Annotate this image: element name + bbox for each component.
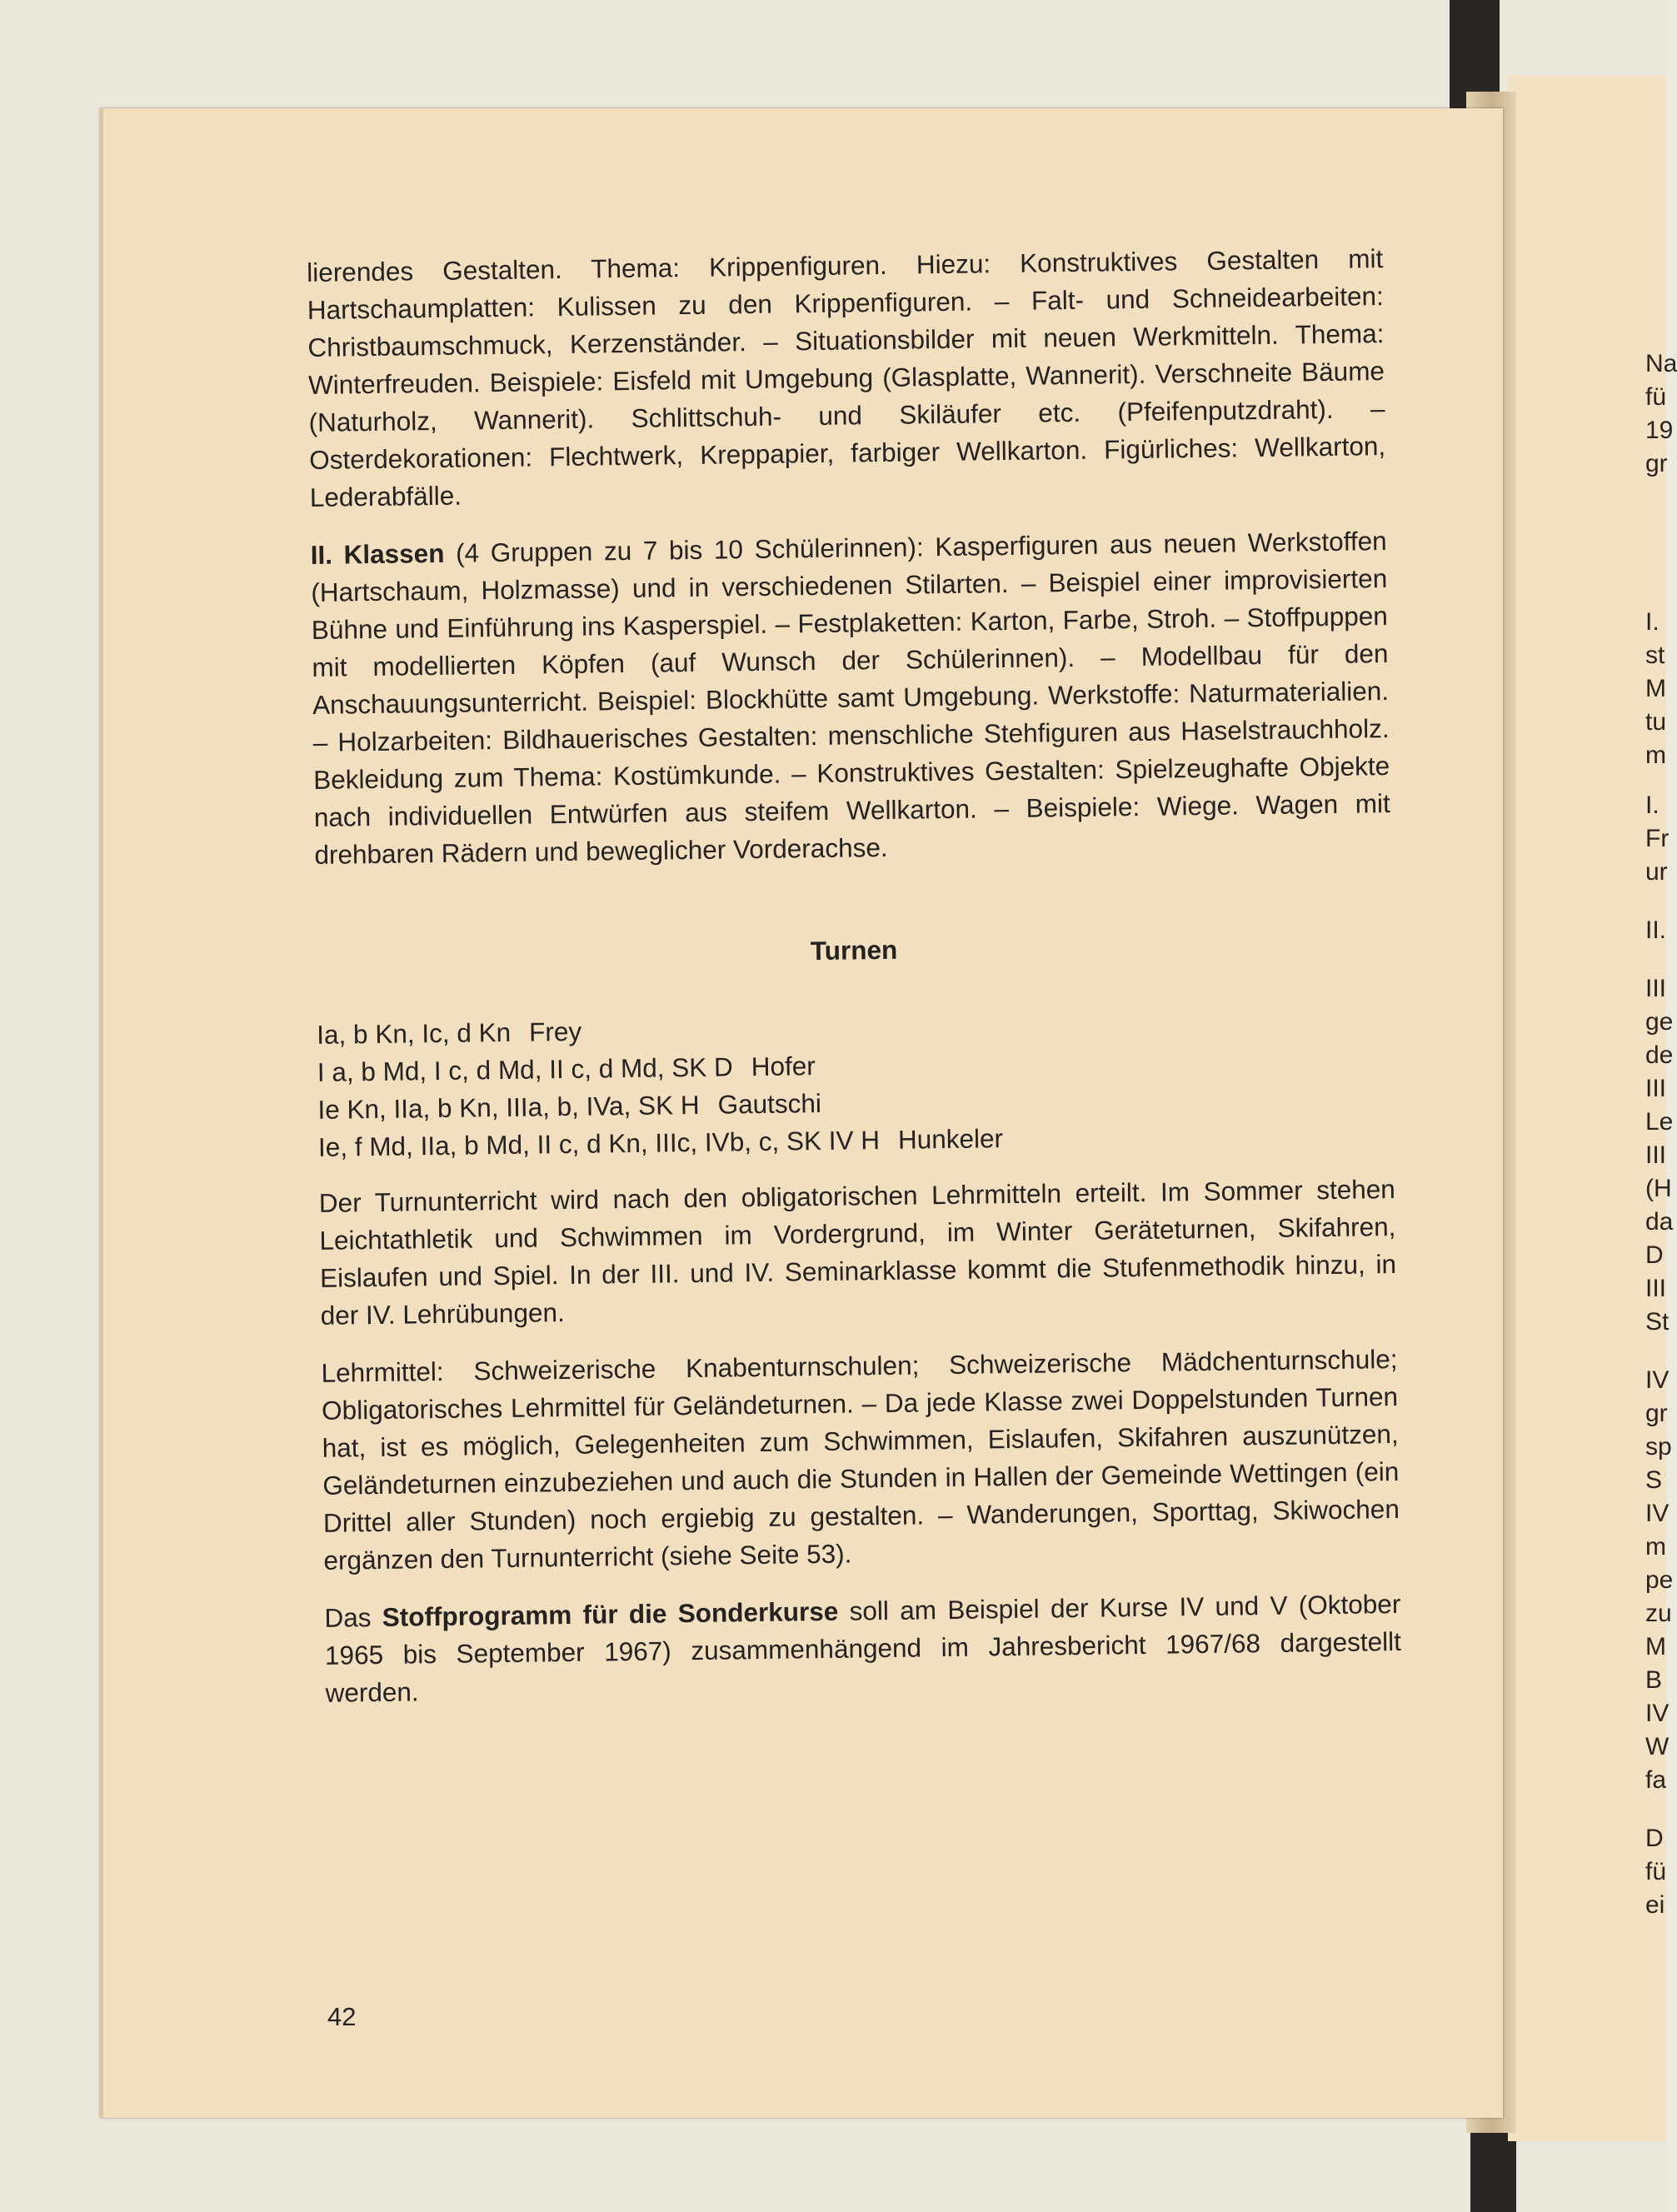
assignment-classes: Ie, f Md, IIa, b Md, II c, d Kn, IIIc, IVb, c, SK IV H	[317, 1125, 881, 1162]
right-page-fragment: zu	[1645, 1600, 1672, 1627]
page-content	[307, 240, 1402, 1732]
right-page-fragment: D	[1645, 1825, 1664, 1852]
paragraph	[321, 1341, 1400, 1580]
paragraph-text: lierendes Gestalten. Thema: Krippenfiguren. Hiezu: Konstruktives Gestalten mit Hartschaumplatten: Kulissen zu den Krippenfiguren. – Falt- und Schneidearbeiten: Christbaumschmuck, Kerzenständer. – Situationsbilder mit neuen Werkmitteln. Thema: Winterfreuden. Beispiele: Eisfeld mit Umgebung (Glasplatte, Wannerit). Verschneite Bäume (Naturholz, Wannerit). Schlittschuh- und Skiläufer etc. (Pfeifenputzdraht). – Osterdekorationen: Flechtwerk, Kreppapier, farbiger Wellkarton. Figürliches: Wellkarton, Lederabfälle.	[307, 243, 1386, 512]
right-page-fragment: sp	[1645, 1433, 1672, 1461]
paragraph	[324, 1585, 1402, 1712]
right-page-fragment: gr	[1645, 450, 1668, 477]
right-page-fragment: M	[1645, 675, 1666, 702]
right-page-fragment: ei	[1645, 1891, 1665, 1919]
right-page-fragment: de	[1645, 1041, 1674, 1069]
right-page-fragment: III	[1645, 1275, 1667, 1302]
paragraph-text: (4 Gruppen zu 7 bis 10 Schülerinnen): Kasperfiguren aus neuen Werkstoffen (Hartschaum, Holzmasse) und in verschiedenen Stilarten. – Beispiel einer improvisierten Bühne und Einführung ins Kasperspiel. – Festplaketten: Karton, Farbe, Stroh. – Stoffpuppen mit modellierten Köpfen (auf Wunsch der Schülerinnen). – Modellbau für den Anschauungsunterricht. Beispiel: Blockhütte samt Umgebung. Werkstoffe: Naturmaterialien. – Holzarbeiten: Bildhauerisches Gestalten: menschliche Stehfiguren aus Haselstrauchholz. Bekleidung zum Thema: Kostümkunde. – Konstruktives Gestalten: Spielzeughafte Objekte nach individuellen Entwürfen aus steifem Wellkarton. – Beispiele: Wiege. Wagen mit drehbaren Rädern und beweglicher Vorderachse.	[311, 526, 1390, 870]
right-page-fragment: da	[1645, 1208, 1674, 1236]
right-page-fragment: Na	[1645, 350, 1677, 377]
assignment-classes: Ia, b Kn, Ic, d Kn	[317, 1016, 512, 1050]
assignment-teacher: Frey	[528, 1016, 582, 1047]
paragraph-bold-term: Stoffprogramm für die Sonderkurse	[382, 1595, 839, 1632]
right-page-fragment: I.	[1645, 608, 1660, 636]
teacher-assignments	[317, 1002, 1395, 1166]
paragraph	[310, 522, 1390, 874]
right-page-fragment: IV	[1645, 1500, 1670, 1527]
right-page-fragment: Le	[1645, 1108, 1674, 1136]
paragraph	[319, 1171, 1397, 1335]
right-page-fragment: st	[1645, 642, 1665, 669]
right-page-fragment: II.	[1645, 916, 1667, 944]
assignment-teacher: Gautschi	[717, 1088, 822, 1120]
paragraph-text: Der Turnunterricht wird nach den obligatorischen Lehrmitteln erteilt. Im Sommer stehen Leichtathletik und Schwimmen im Vordergrund, im Winter Geräteturnen, Skifahren, Eislaufen und Spiel. In der III. und IV. Seminarklasse kommt die Stufenmethodik hinzu, in der IV. Lehrübungen.	[318, 1173, 1397, 1331]
section-heading: Turnen	[810, 934, 898, 966]
assignment-teacher: Hofer	[751, 1051, 816, 1082]
right-page-fragment: fü	[1645, 1858, 1667, 1885]
right-page-fragment: ur	[1645, 858, 1668, 886]
right-page	[1508, 75, 1677, 2141]
right-page-fragment: tu	[1645, 708, 1667, 736]
right-page-fragment: m	[1645, 741, 1666, 769]
right-page-fragment: pe	[1645, 1566, 1674, 1594]
right-page-fragment: III	[1645, 975, 1667, 1002]
right-page-fragment: fü	[1645, 383, 1667, 411]
right-page-fragment: S	[1645, 1466, 1663, 1494]
right-page-fragment: ge	[1645, 1008, 1674, 1036]
page-number: 42	[327, 2002, 357, 2031]
right-page-fragment: III	[1645, 1141, 1667, 1169]
right-page-fragment: I.	[1645, 791, 1660, 819]
paragraph-text: soll am Beispiel der Kurse IV und V (Oktober 1965 bis September 1967) zusammenhängend im Jahresbericht 1967/68 dargestellt werden.	[324, 1588, 1402, 1708]
paragraph	[307, 240, 1386, 517]
right-page-fragment: B	[1645, 1666, 1663, 1694]
paragraph-text: Das	[324, 1601, 383, 1633]
right-page-fragment: gr	[1645, 1400, 1668, 1427]
right-page-fragment: 19	[1645, 417, 1674, 444]
right-page-fragment: fa	[1645, 1766, 1667, 1794]
right-page-fragment: St	[1645, 1308, 1670, 1336]
right-page-fragment: M	[1645, 1633, 1666, 1660]
assignment-classes: I a, b Md, I c, d Md, II c, d Md, SK D	[317, 1051, 733, 1087]
right-page-fragment: IV	[1645, 1366, 1670, 1394]
paragraph-bold-lead: II. Klassen	[310, 537, 445, 570]
right-page-fragment: W	[1645, 1733, 1670, 1760]
right-page-fragment: IV	[1645, 1700, 1670, 1727]
right-page-fragment: III	[1645, 1075, 1667, 1102]
assignment-classes: Ie Kn, IIa, b Kn, IIIa, b, IVa, SK H	[317, 1089, 700, 1125]
assignment-teacher: Hunkeler	[897, 1123, 1004, 1155]
paragraph-text: Lehrmittel: Schweizerische Knabenturnschulen; Schweizerische Mädchenturnschule; Obligatorisches Lehrmittel für Geländeturnen. – Da jede Klasse zwei Doppelstunden Turnen hat, ist es möglich, Gelegenheiten zum Schwimmen, Eislaufen, Skifahren auszunützen, Geländeturnen einzubeziehen und auch die Stunden in Hallen der Gemeinde Wettingen (ein Drittel aller Stunden) noch ergiebig zu gestalten. – Wanderungen, Sporttag, Skiwochen ergänzen den Turnunterricht (siehe Seite 53).	[321, 1343, 1400, 1575]
right-page-fragment: (H	[1645, 1175, 1672, 1202]
right-page-fragment: m	[1645, 1533, 1666, 1560]
right-page-fragment: D	[1645, 1241, 1664, 1269]
right-page-fragment: Fr	[1645, 825, 1670, 852]
